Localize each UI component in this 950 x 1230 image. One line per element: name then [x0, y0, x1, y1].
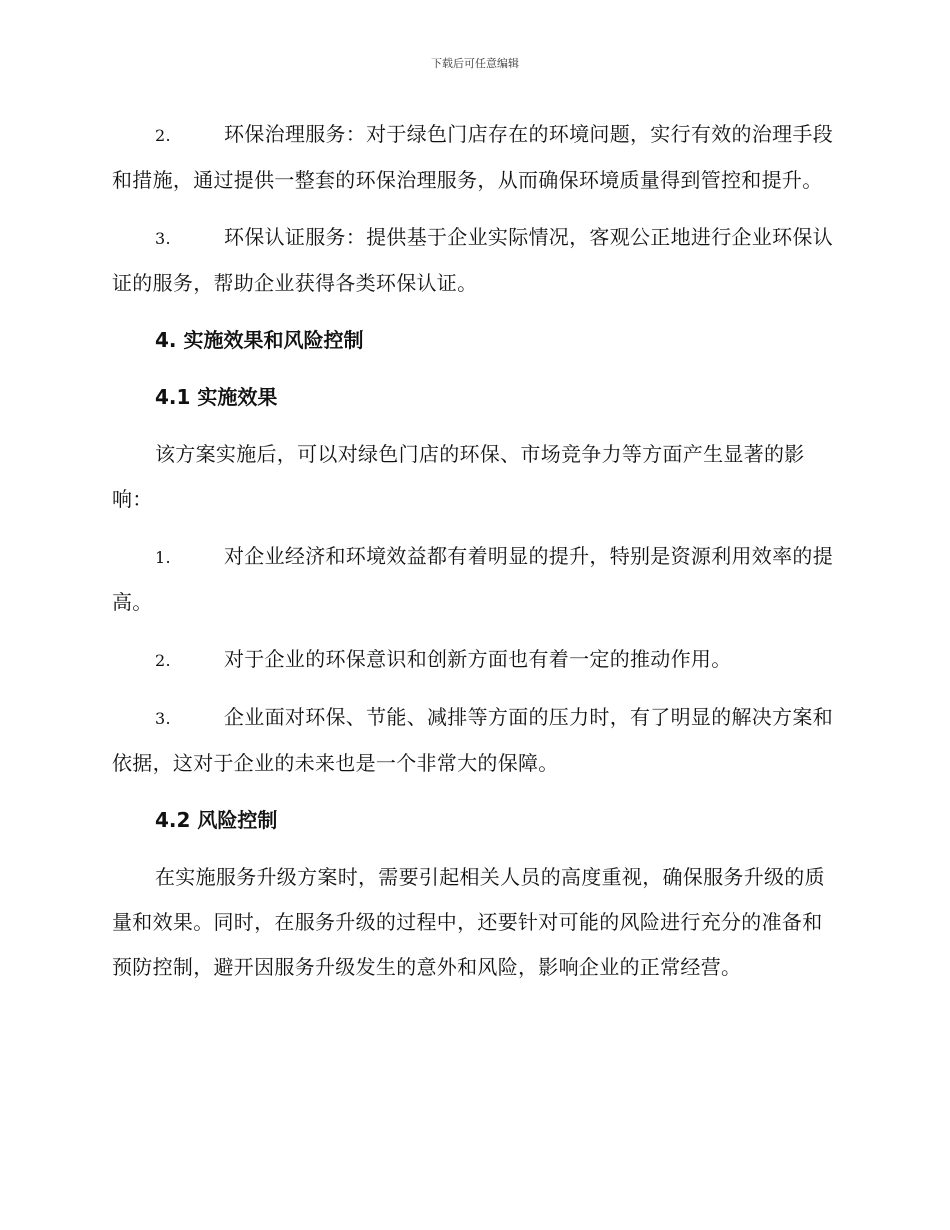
list-item-env-cert	[112, 215, 837, 306]
list-item-number: 1.	[155, 548, 171, 567]
list-item-text: 环保认证服务：提供基于企业实际情况，客观公正地进行企业环保认证的服务，帮助企业获得各类环保认证。	[112, 225, 833, 295]
section-heading-4-1: 4.1 实施效果	[155, 385, 278, 409]
header-note: 下载后可任意编辑	[431, 57, 519, 70]
section-heading-4: 4. 实施效果和风险控制	[155, 328, 364, 352]
paragraph-risk: 在实施服务升级方案时，需要引起相关人员的高度重视，确保服务升级的质量和效果。同时，在服务升级的过程中，还要针对可能的风险进行充分的准备和预防控制，避开因服务升级发生的意外和风险，影响企业的正常经营。	[112, 865, 825, 979]
list-item-effect-3	[112, 695, 837, 786]
list-item-env-treatment	[112, 112, 837, 203]
list-item-number: 2.	[155, 126, 171, 145]
list-item-text: 企业面对环保、节能、减排等方面的压力时，有了明显的解决方案和依据，这对于企业的未来也是一个非常大的保障。	[112, 705, 833, 775]
list-item-effect-2	[112, 637, 837, 683]
list-item-text: 对于企业的环保意识和创新方面也有着一定的推动作用。	[224, 647, 732, 671]
paragraph-effect-intro: 该方案实施后，可以对绿色门店的环保、市场竞争力等方面产生显著的影响：	[112, 442, 805, 511]
document-body	[112, 112, 837, 1002]
list-item-number: 3.	[155, 709, 171, 728]
list-item-text: 对企业经济和环境效益都有着明显的提升，特别是资源利用效率的提高。	[112, 544, 833, 614]
list-item-number: 3.	[155, 229, 171, 248]
list-item-text: 环保治理服务：对于绿色门店存在的环境问题，实行有效的治理手段和措施，通过提供一整套的环保治理服务，从而确保环境质量得到管控和提升。	[112, 122, 833, 192]
list-item-effect-1	[112, 534, 837, 625]
list-item-number: 2.	[155, 651, 171, 670]
section-heading-4-2: 4.2 风险控制	[155, 808, 278, 832]
